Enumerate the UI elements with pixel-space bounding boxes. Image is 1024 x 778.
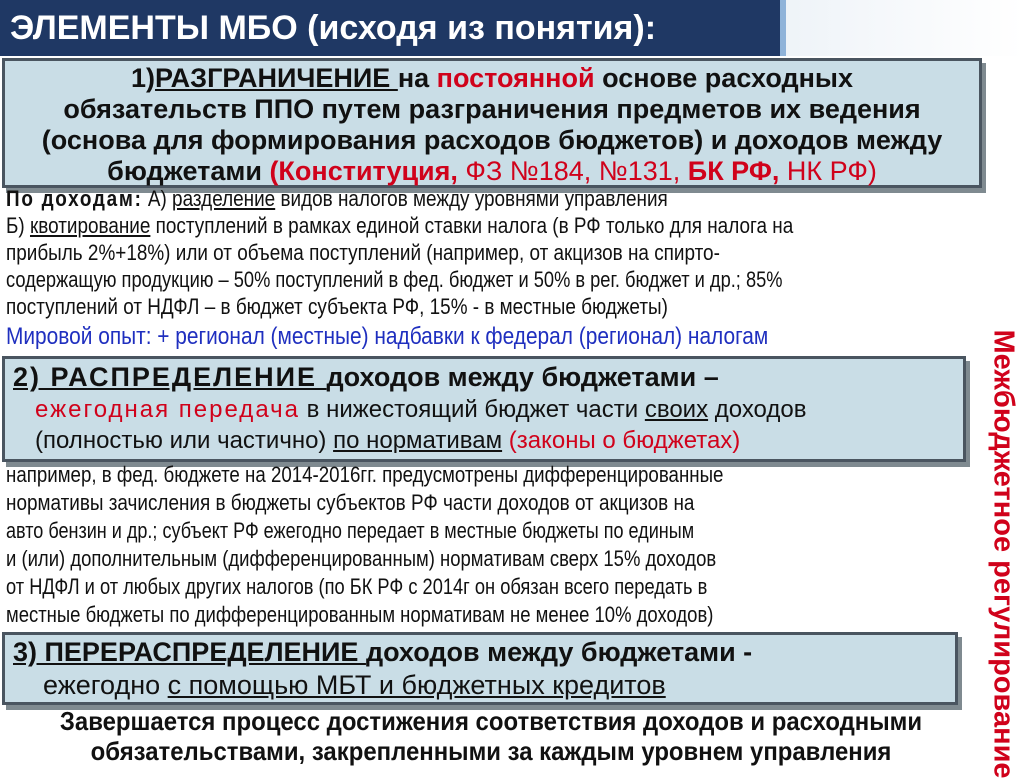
redistribution-line-1: 3) ПЕРЕРАСПРЕДЕЛЕНИЕ доходов между бюджетами - bbox=[13, 637, 753, 667]
side-label: Межбюджетное регулирование bbox=[982, 340, 1024, 767]
example-line-5: от НДФЛ и от любых других налогов (по БК РФ с 2014г он обязан всего передать в bbox=[6, 574, 708, 599]
permanent-word: постоянной bbox=[436, 63, 595, 93]
redistribution-line-2: ежегодно с помощью МБТ и бюджетных кредитов bbox=[43, 670, 666, 700]
header-decoration bbox=[780, 0, 1024, 56]
distribution-line-3: (полностью или частично) по нормативам (законы о бюджетах) bbox=[35, 427, 741, 454]
distribution-term: 2) РАСПРЕДЕЛЕНИЕ bbox=[13, 362, 327, 392]
delimitation-line-1: 1)РАЗГРАНИЧЕНИЕ на постоянной основе расходных bbox=[131, 63, 853, 93]
delimitation-line-2: обязательств ППО путем разграничения предметов их ведения bbox=[63, 94, 921, 124]
distribution-line-2: ежегодная передача в нижестоящий бюджет части своих доходов bbox=[35, 396, 807, 423]
delimitation-line-4: бюджетами (Конституция, ФЗ №184, №131, БК РФ, НК РФ) bbox=[107, 156, 877, 186]
redistribution-term: 3) ПЕРЕРАСПРЕДЕЛЕНИЕ bbox=[13, 637, 366, 667]
income-line-2: Б) квотирование поступлений в рамках единой ставки налога (в РФ только для налога на bbox=[6, 213, 794, 238]
delimitation-line-3: (основа для формирования расходов бюджетов) и доходов между bbox=[41, 125, 943, 155]
example-line-2: нормативы зачисления в бюджеты субъектов РФ части доходов от акцизов на bbox=[6, 490, 695, 515]
world-experience-line: Мировой опыт: + регионал (местные) надбавки к федерал (регионал) налогам bbox=[6, 323, 769, 350]
example-line-1: например, в фед. бюджете на 2014-2016гг. предусмотрены дифференцированные bbox=[6, 462, 724, 487]
example-line-4: и (или) дополнительным (дифференцированным) нормативам сверх 15% доходов bbox=[6, 546, 717, 571]
page-title: ЭЛЕМЕНТЫ МБО (исходя из понятия): bbox=[0, 0, 780, 56]
conclusion-text: Завершается процесс достижения соответствия доходов и расходными обязательствами, закрепленными за каждым уровнем управления bbox=[59, 706, 923, 766]
section-delimitation-panel bbox=[2, 58, 982, 188]
income-line-1: По доходам: А) разделение видов налогов между уровнями управления bbox=[6, 186, 668, 211]
income-line-4: содержащую продукцию – 50% поступлений в фед. бюджет и 50% в рег. бюджет и др.; 85% bbox=[6, 267, 783, 292]
section-redistribution-panel bbox=[2, 632, 958, 705]
section-distribution-panel bbox=[2, 356, 966, 462]
example-line-3: авто бензин и др.; субъект РФ ежегодно передает в местные бюджеты по единым bbox=[6, 518, 695, 543]
example-line-6: местные бюджеты по дифференцированным нормативам не менее 10% доходов) bbox=[6, 602, 714, 627]
delimitation-term: РАЗГРАНИЧЕНИЕ bbox=[155, 63, 398, 93]
distribution-line-1: 2) РАСПРЕДЕЛЕНИЕ доходов между бюджетами – bbox=[13, 362, 719, 392]
income-line-3: прибыль 2%+18%) или от объема поступлений (например, от акцизов на спирто- bbox=[6, 240, 720, 265]
income-line-5: поступлений от НДФЛ – в бюджет субъекта РФ, 15% - в местные бюджеты) bbox=[6, 294, 668, 319]
